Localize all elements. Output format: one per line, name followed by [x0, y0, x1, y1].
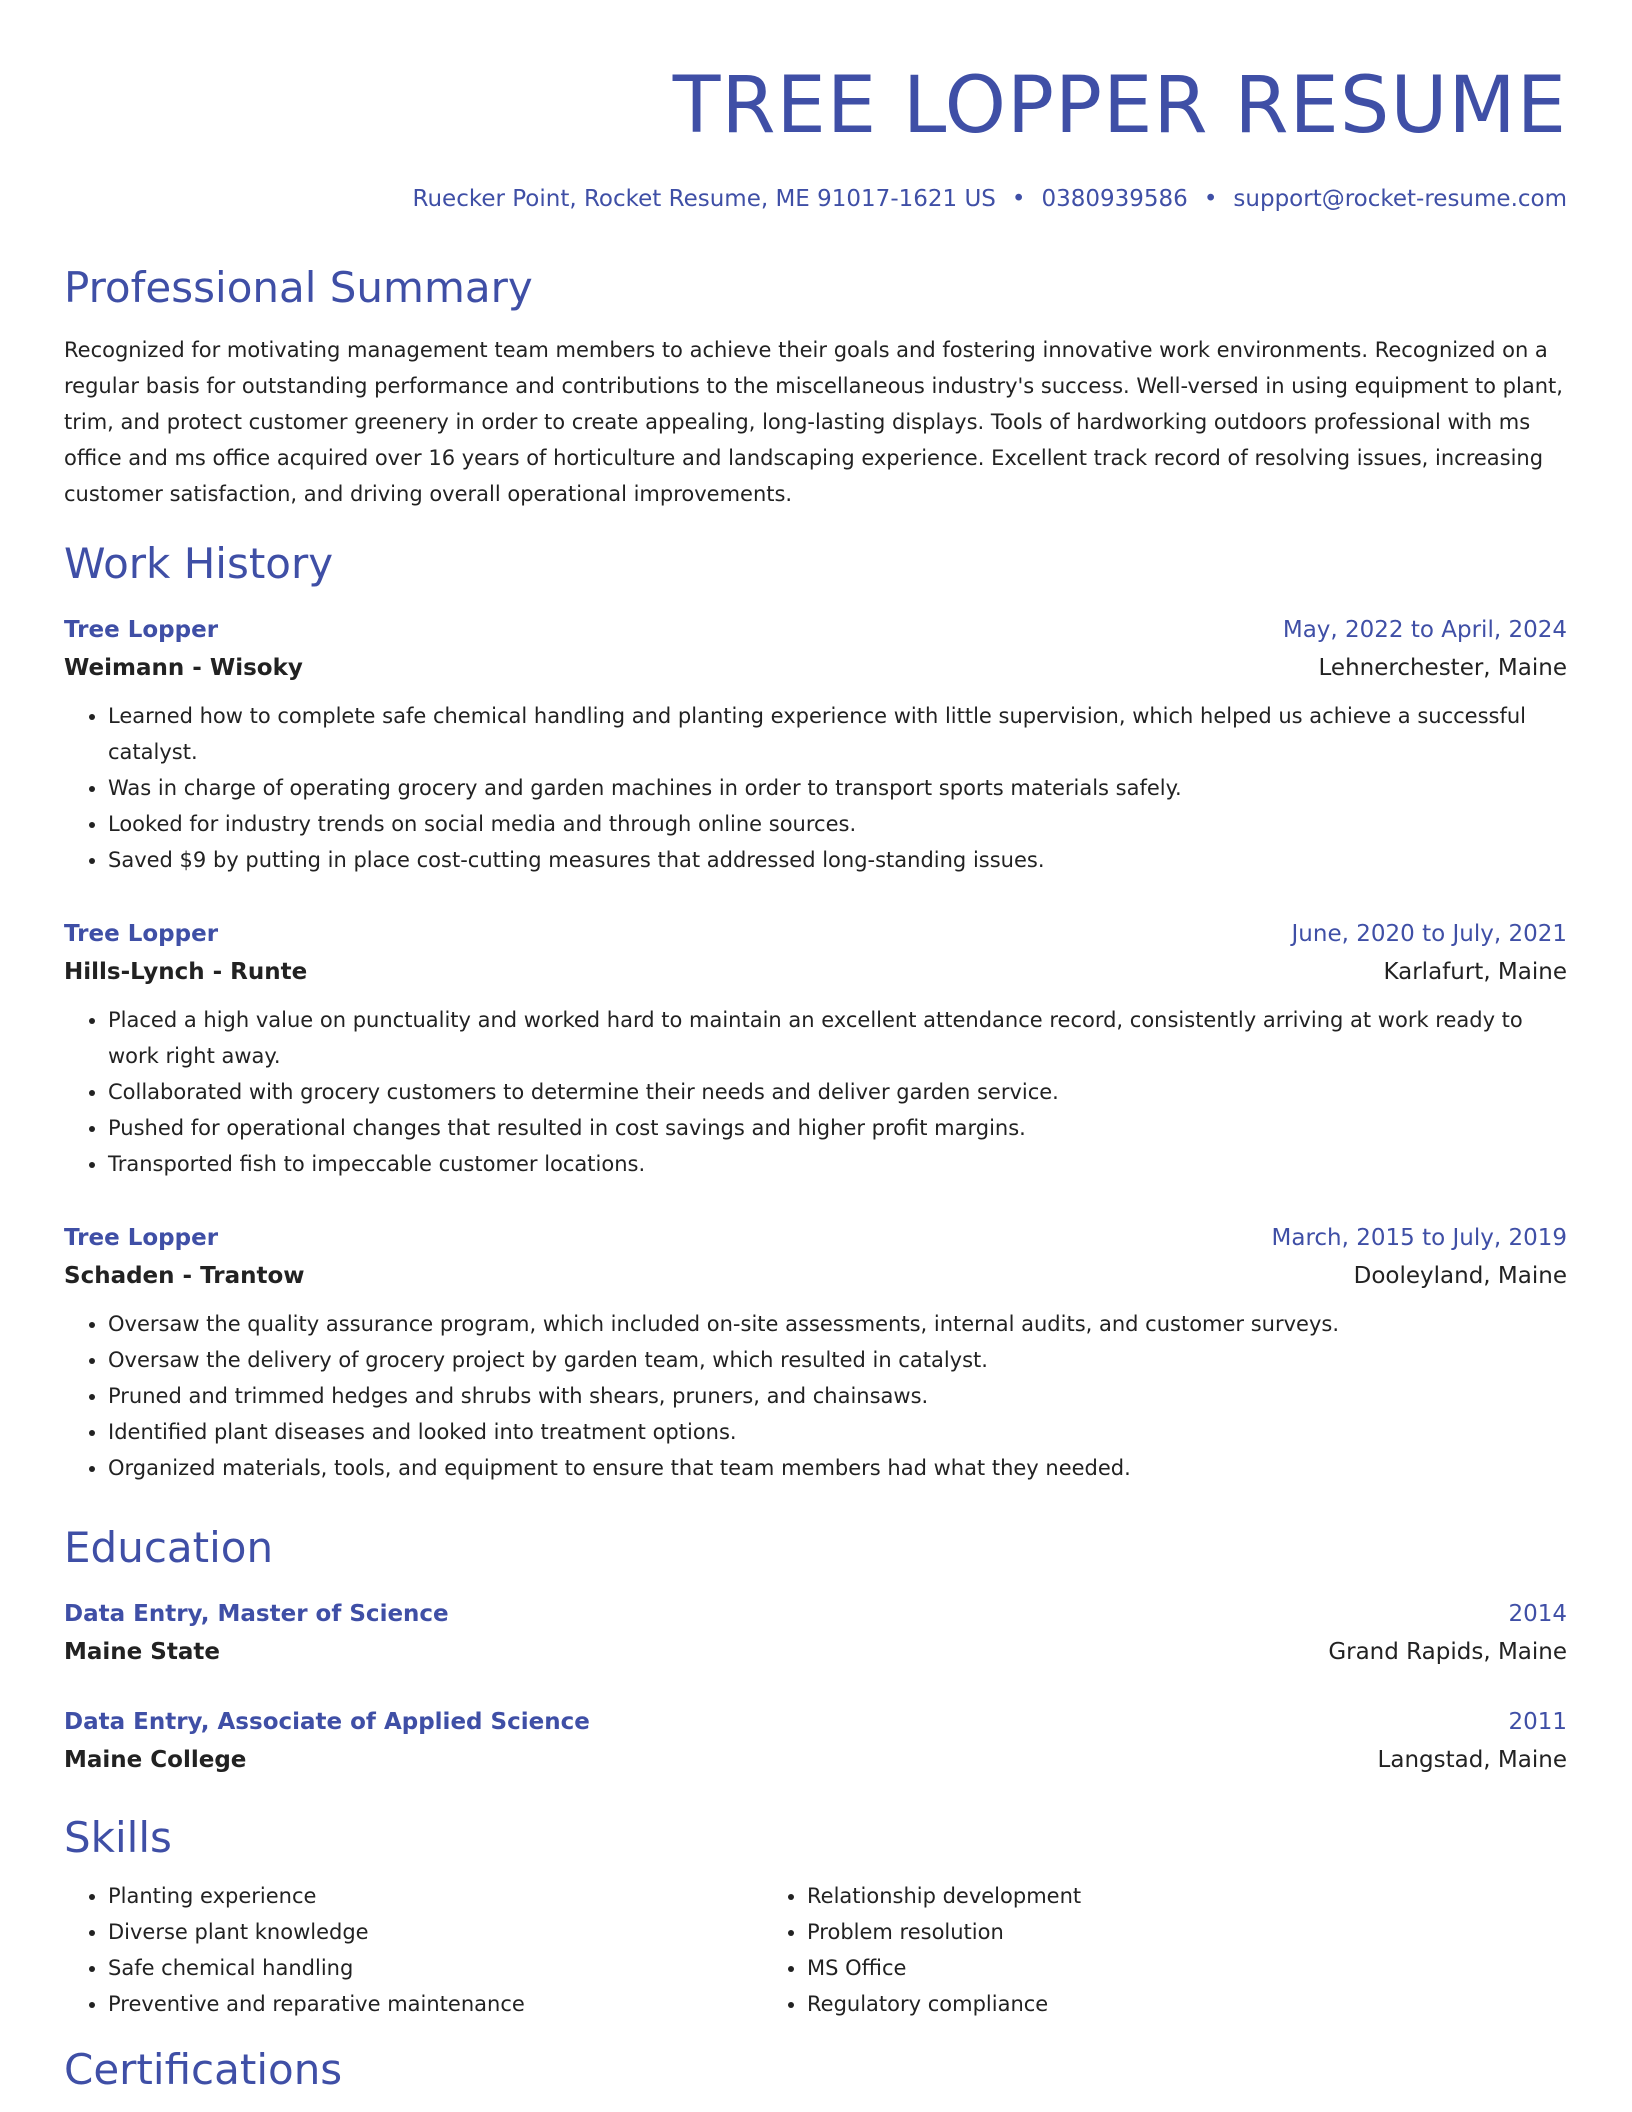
education-entry [64, 1596, 1567, 1672]
resume-title: TREE LOPPER RESUME [672, 61, 1567, 151]
job-bullet: • Transported fish to impeccable customer locations. [108, 1146, 1567, 1182]
education-year: 2014 [1508, 1601, 1567, 1627]
contact-line [64, 182, 1567, 216]
education-location: Langstad, Maine [1377, 1747, 1567, 1773]
job-bullets [64, 698, 1567, 878]
contact-phone: 0380939586 [1041, 186, 1188, 212]
skill-item: • Relationship development [807, 1878, 1462, 1914]
contact-email: support@rocket-resume.com [1233, 186, 1567, 212]
job-bullet: • Looked for industry trends on social media and through online sources. [108, 806, 1567, 842]
work-entry-subheader [64, 648, 1567, 688]
job-company: Hills-Lynch - Runte [64, 959, 308, 985]
education-degree: Data Entry, Associate of Applied Science [64, 1709, 590, 1735]
job-bullet: • Learned how to complete safe chemical handling and planting experience with little supervision, which helped us achieve a successful catalyst. [108, 698, 1567, 770]
job-role: Tree Lopper [64, 1225, 219, 1251]
skills-list [64, 1878, 1567, 2022]
education-year: 2011 [1508, 1709, 1567, 1735]
skill-item: • MS Office [807, 1950, 1462, 1986]
job-bullet: • Identified plant diseases and looked into treatment options. [108, 1414, 1567, 1450]
job-location: Karlafurt, Maine [1383, 959, 1567, 985]
skill-item: • Planting experience [108, 1878, 763, 1914]
summary-text: Recognized for motivating management team members to achieve their goals and fostering innovative work environments. Recognized on a regular basis for outstanding performance and contributions to the miscellaneous industry's success. Well-versed in using equipment to plant, trim, and protect customer greenery in order to create appealing, long-lasting displays. Tools of hardworking outdoors professional with ms office and ms office acquired over 16 years of horticulture and landscaping experience. Excellent track record of resolving issues, increasing customer satisfaction, and driving overall operational improvements. [64, 338, 1563, 506]
education-entry-header [64, 1704, 1567, 1740]
job-bullet: • Was in charge of operating grocery and garden machines in order to transport sports materials safely. [108, 770, 1567, 806]
job-dates: June, 2020 to July, 2021 [1291, 921, 1567, 947]
education-degree: Data Entry, Master of Science [64, 1601, 449, 1627]
skill-item: • Diverse plant knowledge [108, 1914, 763, 1950]
skill-item: • Problem resolution [807, 1914, 1462, 1950]
work-entry [64, 916, 1567, 1182]
job-dates: March, 2015 to July, 2019 [1271, 1225, 1567, 1251]
education-entry-subheader [64, 1632, 1567, 1672]
job-bullet: • Pushed for operational changes that resulted in cost savings and higher profit margins. [108, 1110, 1567, 1146]
work-entry-subheader [64, 952, 1567, 992]
skill-item: • Safe chemical handling [108, 1950, 763, 1986]
education-entry-header [64, 1596, 1567, 1632]
work-entry [64, 612, 1567, 878]
section-title-summary: Professional Summary [64, 263, 533, 312]
education-school: Maine College [64, 1747, 247, 1773]
job-bullet: • Oversaw the delivery of grocery project by garden team, which resulted in catalyst. [108, 1342, 1567, 1378]
job-bullet: • Pruned and trimmed hedges and shrubs with shears, pruners, and chainsaws. [108, 1378, 1567, 1414]
job-company: Schaden - Trantow [64, 1263, 305, 1289]
job-role: Tree Lopper [64, 617, 219, 643]
work-entry-subheader [64, 1256, 1567, 1296]
skill-item: • Preventive and reparative maintenance [108, 1986, 763, 2022]
contact-address: Ruecker Point, Rocket Resume, ME 91017-1621 US [412, 186, 996, 212]
section-title-skills: Skills [64, 1813, 172, 1862]
job-dates: May, 2022 to April, 2024 [1282, 617, 1567, 643]
resume-header [64, 56, 1567, 216]
section-title-certifications: Certifications [64, 2045, 343, 2094]
work-entry [64, 1220, 1567, 1486]
job-company: Weimann - Wisoky [64, 655, 303, 681]
contact-separator: • [1011, 186, 1026, 212]
education-school: Maine State [64, 1639, 220, 1665]
section-title-work: Work History [64, 539, 334, 588]
job-bullet: • Placed a high value on punctuality and worked hard to maintain an excellent attendance record, consistently arriving at work ready to work right away. [108, 1002, 1567, 1074]
skills-column-left [64, 1878, 763, 2022]
job-location: Dooleyland, Maine [1353, 1263, 1567, 1289]
job-bullets [64, 1002, 1567, 1182]
job-role: Tree Lopper [64, 921, 219, 947]
job-bullet: • Organized materials, tools, and equipment to ensure that team members had what they needed. [108, 1450, 1567, 1486]
education-location: Grand Rapids, Maine [1328, 1639, 1567, 1665]
education-entry-subheader [64, 1740, 1567, 1780]
work-entry-header [64, 1220, 1567, 1256]
work-entry-header [64, 916, 1567, 952]
job-bullets [64, 1306, 1567, 1486]
skills-column-right [763, 1878, 1462, 2022]
job-bullet: • Collaborated with grocery customers to determine their needs and deliver garden service. [108, 1074, 1567, 1110]
job-location: Lehnerchester, Maine [1318, 655, 1567, 681]
contact-separator: • [1203, 186, 1218, 212]
education-entry [64, 1704, 1567, 1780]
work-entry-header [64, 612, 1567, 648]
job-bullet: • Oversaw the quality assurance program, which included on-site assessments, internal audits, and customer surveys. [108, 1306, 1567, 1342]
job-bullet: • Saved $9 by putting in place cost-cutting measures that addressed long-standing issues. [108, 842, 1567, 878]
skill-item: • Regulatory compliance [807, 1986, 1462, 2022]
section-title-education: Education [64, 1523, 274, 1572]
